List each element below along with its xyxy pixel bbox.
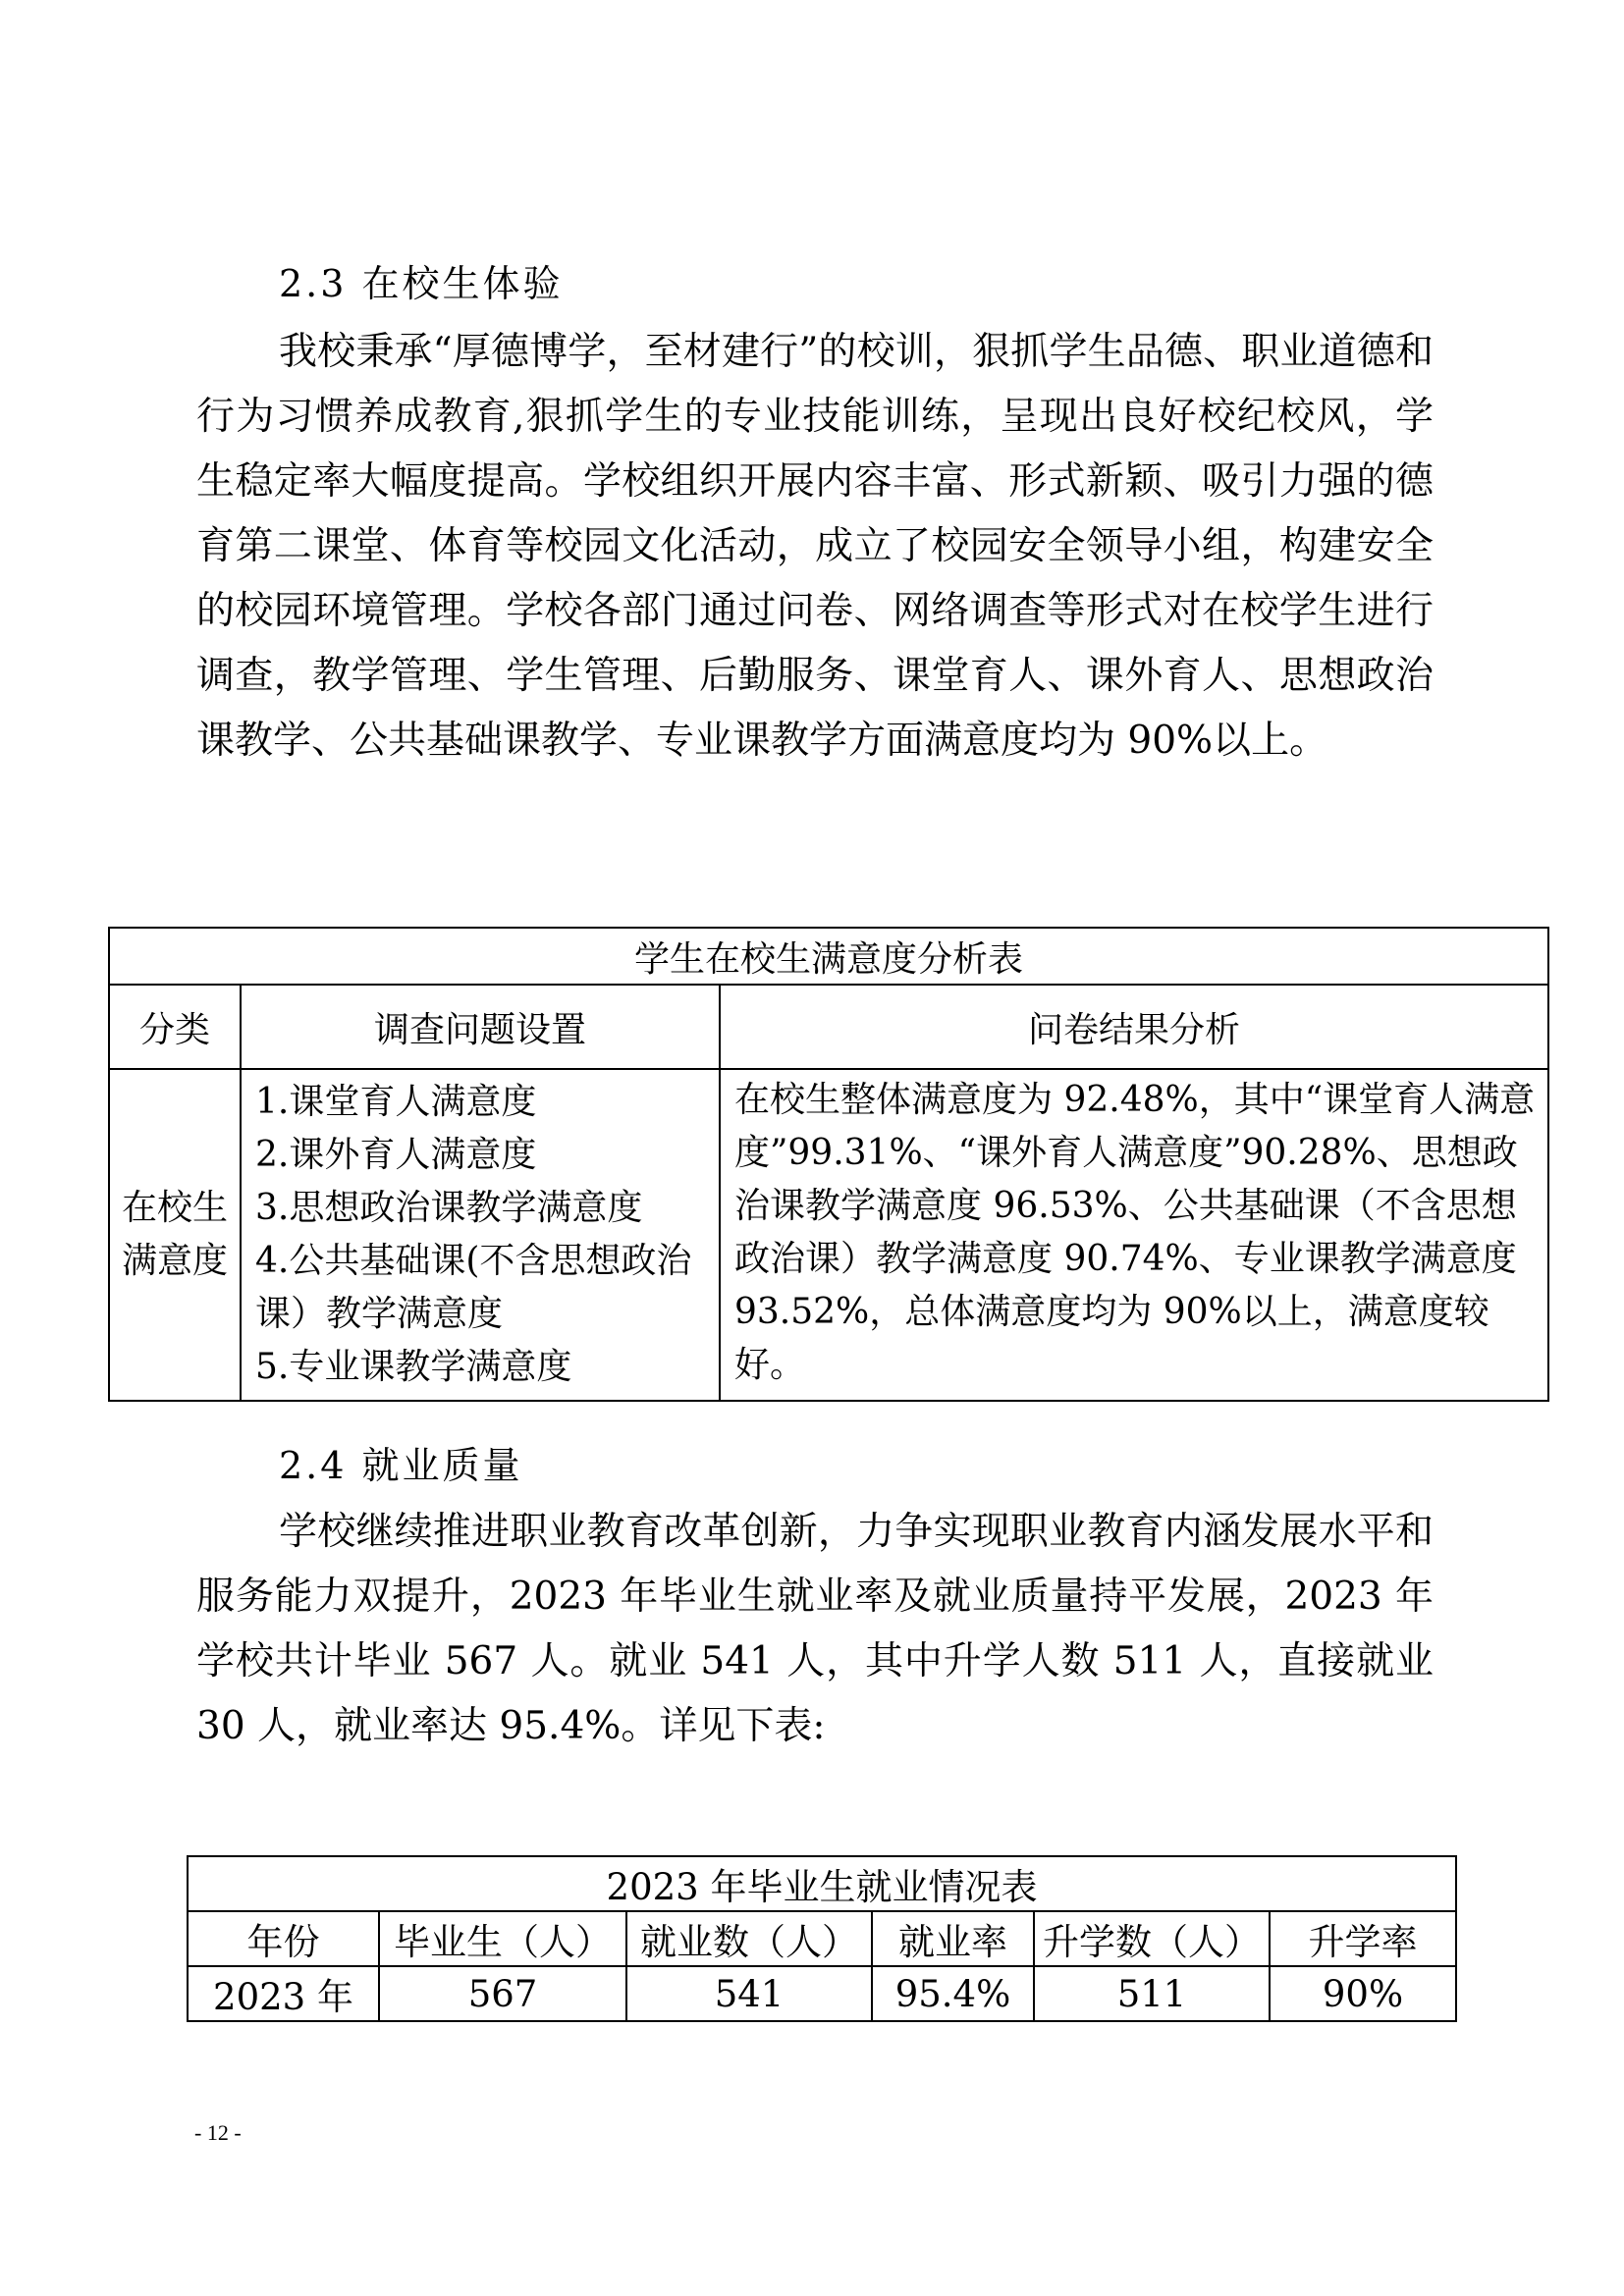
table-cell: 541 xyxy=(626,1966,872,2021)
table-title-row xyxy=(109,928,1548,985)
list-item: 3.思想政治课教学满意度 xyxy=(255,1188,643,1228)
section-paragraph-2-4: 学校继续推进职业教育改革创新，力争实现职业教育内涵发展水平和服务能力双提升，2023 年毕业生就业率及就业质量持平发展，2023 年学校共计毕业 567 人。就业 541 人，其中升学人数 511 人，直接就业 30 人，就业率达 95.4%。详见下表: xyxy=(196,1510,1434,1748)
table-row xyxy=(188,1966,1456,2021)
table-cell: 511 xyxy=(1034,1966,1270,2021)
table-header-cell: 毕业生（人） xyxy=(379,1911,626,1966)
table-header-cell: 分类 xyxy=(109,985,241,1069)
table-cell: 90% xyxy=(1270,1966,1456,2021)
table-cell: 2023 年 xyxy=(188,1966,379,2021)
section-paragraph-2-3: 我校秉承“厚德博学，至材建行”的校训，狠抓学生品德、职业道德和行为习惯养成教育,狠抓学生的专业技能训练，呈现出良好校纪校风，学生稳定率大幅度提高。学校组织开展内容丰富、形式新颖、吸引力强的德育第二课堂、体育等校园文化活动，成立了校园安全领导小组，构建安全的校园环境管理。学校各部门通过问卷、网络调查等形式对在校学生进行调查，教学管理、学生管理、后勤服务、课堂育人、课外育人、思想政治课教学、公共基础课教学、专业课教学方面满意度均为 90%以上。 xyxy=(196,330,1434,763)
page-number: - 12 - xyxy=(194,2120,242,2145)
section-heading-2-4: 2.4 就业质量 xyxy=(279,1444,523,1487)
table-header-row xyxy=(109,985,1548,1069)
table-title: 学生在校生满意度分析表 xyxy=(109,928,1548,985)
table-header-cell: 就业数（人） xyxy=(626,1911,872,1966)
table-header-cell: 问卷结果分析 xyxy=(720,985,1548,1069)
category-cell: 在校生满意度 xyxy=(109,1069,241,1401)
result-cell: 在校生整体满意度为 92.48%，其中“课堂育人满意度”99.31%、“课外育人满意度”90.28%、思想政治课教学满意度 96.53%、公共基础课（不含思想政治课）教学满意度 90.74%、专业课教学满意度 93.52%，总体满意度均为 90%以上，满意度较好。 xyxy=(720,1069,1548,1401)
list-item: 5.专业课教学满意度 xyxy=(255,1347,572,1387)
employment-table xyxy=(187,1855,1457,2022)
table-cell: 567 xyxy=(379,1966,626,2021)
table-cell: 95.4% xyxy=(872,1966,1034,2021)
table-row xyxy=(109,1069,1548,1401)
table-header-cell: 就业率 xyxy=(872,1911,1034,1966)
table-title-row xyxy=(188,1856,1456,1911)
table-header-row xyxy=(188,1911,1456,1966)
list-item: 1.课堂育人满意度 xyxy=(255,1082,537,1122)
table-header-cell: 调查问题设置 xyxy=(241,985,720,1069)
table-header-cell: 升学率 xyxy=(1270,1911,1456,1966)
questions-cell xyxy=(241,1069,720,1401)
list-item: 2.课外育人满意度 xyxy=(255,1135,537,1175)
table-title: 2023 年毕业生就业情况表 xyxy=(188,1856,1456,1911)
table-header-cell: 年份 xyxy=(188,1911,379,1966)
table-header-cell: 升学数（人） xyxy=(1034,1911,1270,1966)
list-item: 4.公共基础课(不含思想政治课）教学满意度 xyxy=(255,1241,692,1334)
section-heading-2-3: 2.3 在校生体验 xyxy=(279,262,564,305)
satisfaction-table xyxy=(108,927,1549,1402)
